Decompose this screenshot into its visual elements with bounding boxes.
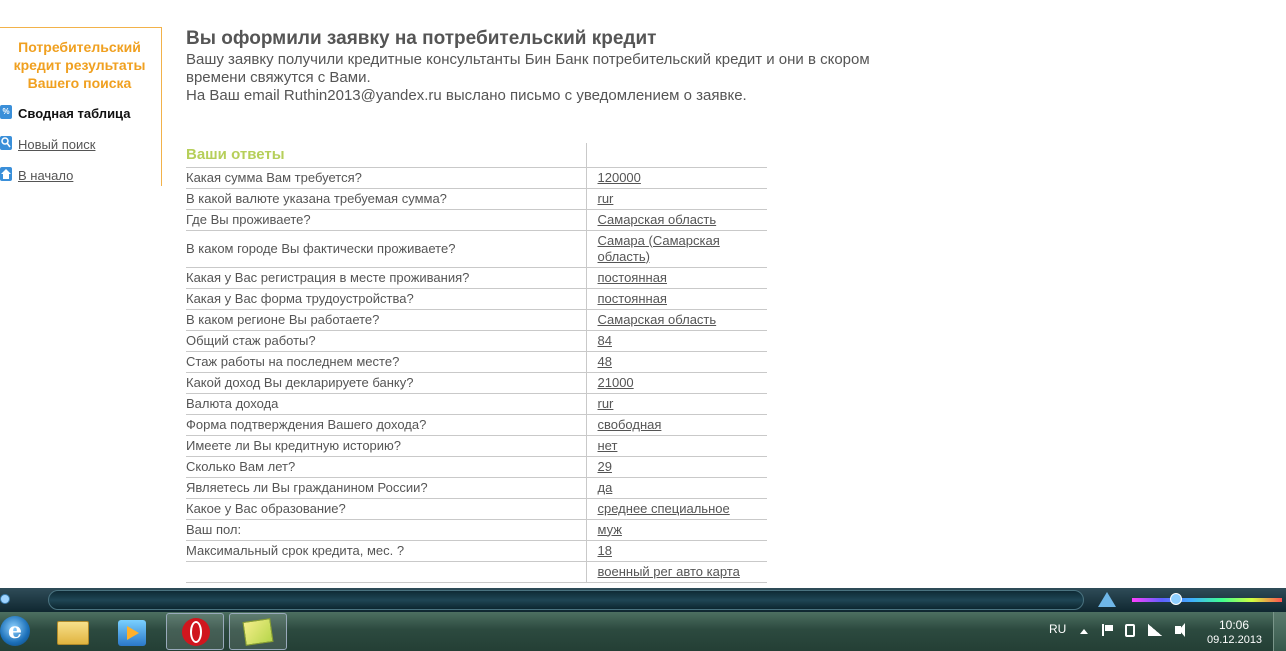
answer-cell <box>586 288 767 309</box>
answer-cell <box>586 309 767 330</box>
table-row <box>186 167 767 188</box>
answer-link[interactable]: rur <box>597 395 614 411</box>
answer-cell <box>586 330 767 351</box>
question-cell: Имеете ли Вы кредитную историю? <box>186 435 586 456</box>
table-row <box>186 519 767 540</box>
confirmation-message <box>186 51 906 105</box>
clock-time[interactable]: 10:06 <box>1219 618 1250 632</box>
question-cell: Являетесь ли Вы гражданином России? <box>186 477 586 498</box>
power-icon[interactable] <box>1125 624 1135 637</box>
table-row <box>186 188 767 209</box>
table-row <box>186 267 767 288</box>
language-indicator[interactable]: RU <box>1049 622 1067 636</box>
question-cell: Какая сумма Вам требуется? <box>186 167 586 188</box>
show-desktop-button[interactable] <box>1273 612 1286 651</box>
answer-cell <box>586 230 767 267</box>
question-cell: Сколько Вам лет? <box>186 456 586 477</box>
flag-icon[interactable] <box>1102 624 1114 636</box>
table-row <box>186 351 767 372</box>
question-cell <box>186 561 586 582</box>
answer-link[interactable]: среднее специальное <box>597 500 730 516</box>
answer-cell <box>586 435 767 456</box>
answer-link[interactable]: постоянная <box>597 269 667 285</box>
question-cell: Ваш пол: <box>186 519 586 540</box>
answer-link[interactable]: rur <box>597 190 614 206</box>
triangle-icon[interactable] <box>1098 592 1116 607</box>
opera-icon[interactable] <box>182 618 210 646</box>
answer-link[interactable]: свободная <box>597 416 662 432</box>
answer-cell <box>586 209 767 230</box>
answer-cell <box>586 561 767 582</box>
table-row <box>186 288 767 309</box>
table-row <box>186 456 767 477</box>
table-row <box>186 561 767 582</box>
question-cell: Какая у Вас регистрация в месте проживания? <box>186 267 586 288</box>
table-row <box>186 393 767 414</box>
answer-cell <box>586 456 767 477</box>
answer-link[interactable]: 18 <box>597 542 612 558</box>
answer-link[interactable]: Самарская область <box>597 311 717 327</box>
sidebar-item-label[interactable]: В начало <box>18 168 74 183</box>
search-icon <box>0 136 12 150</box>
table-row <box>186 309 767 330</box>
question-cell: Общий стаж работы? <box>186 330 586 351</box>
answer-link[interactable]: Самарская область <box>597 211 717 227</box>
answer-cell <box>586 188 767 209</box>
message-line-1: Вашу заявку получили кредитные консультанты Бин Банк потребительский кредит и они в скором времени свяжутся с Вами. <box>186 51 870 86</box>
table-row <box>186 477 767 498</box>
question-cell: Форма подтверждения Вашего дохода? <box>186 414 586 435</box>
question-cell: Где Вы проживаете? <box>186 209 586 230</box>
table-row <box>186 330 767 351</box>
answer-link[interactable]: 48 <box>597 353 612 369</box>
answer-link[interactable]: муж <box>597 521 622 537</box>
answer-cell <box>586 498 767 519</box>
table-row <box>186 414 767 435</box>
message-line-2: На Ваш email Ruthin2013@yandex.ru выслано письмо с уведомлением о заявке. <box>186 87 747 104</box>
main-content <box>186 28 926 105</box>
table-row <box>186 209 767 230</box>
answer-link[interactable]: нет <box>597 437 618 453</box>
question-cell: Какое у Вас образование? <box>186 498 586 519</box>
table-row <box>186 372 767 393</box>
answer-cell <box>586 351 767 372</box>
question-cell: В каком регионе Вы работаете? <box>186 309 586 330</box>
question-cell: В какой валюте указана требуемая сумма? <box>186 188 586 209</box>
answer-cell <box>586 267 767 288</box>
answer-link[interactable]: 84 <box>597 332 612 348</box>
home-icon <box>0 167 12 181</box>
orb-icon[interactable] <box>0 594 10 604</box>
answer-link[interactable]: 120000 <box>597 169 641 185</box>
ie-icon[interactable]: e <box>0 616 30 646</box>
table-row <box>186 230 767 267</box>
notes-icon[interactable] <box>242 618 273 646</box>
table-row <box>186 498 767 519</box>
answer-link[interactable]: постоянная <box>597 290 667 306</box>
sidebar-item-label[interactable]: Новый поиск <box>18 137 96 152</box>
answer-cell <box>586 477 767 498</box>
equalizer-track <box>1132 598 1282 602</box>
volume-icon[interactable] <box>1175 626 1181 634</box>
page-title: Вы оформили заявку на потребительский кредит <box>186 28 657 49</box>
question-cell: Валюта дохода <box>186 393 586 414</box>
table-row <box>186 540 767 561</box>
answer-cell <box>586 393 767 414</box>
question-cell: Какой доход Вы декларируете банку? <box>186 372 586 393</box>
answer-link[interactable]: 21000 <box>597 374 634 390</box>
answers-table <box>186 143 767 583</box>
gadget-bar <box>0 588 1286 612</box>
answer-cell <box>586 519 767 540</box>
answer-link[interactable]: 29 <box>597 458 612 474</box>
answer-link[interactable]: да <box>597 479 613 495</box>
question-cell: Максимальный срок кредита, мес. ? <box>186 540 586 561</box>
signal-icon[interactable] <box>1148 624 1162 636</box>
sidebar <box>0 27 162 186</box>
gadget-track <box>48 590 1084 610</box>
question-cell: Стаж работы на последнем месте? <box>186 351 586 372</box>
sidebar-item-label: Сводная таблица <box>18 106 131 121</box>
media-icon[interactable] <box>118 620 146 646</box>
equalizer-knob[interactable] <box>1170 593 1182 605</box>
chevron-up-icon[interactable] <box>1080 629 1088 634</box>
answer-cell <box>586 540 767 561</box>
question-cell: В каком городе Вы фактически проживаете? <box>186 230 586 267</box>
answer-cell <box>586 167 767 188</box>
percent-icon: % <box>0 105 12 119</box>
answer-cell <box>586 414 767 435</box>
taskbar <box>0 612 1286 651</box>
answer-link[interactable]: Самара (Самарская область) <box>597 232 720 264</box>
table-row <box>186 435 767 456</box>
folder-icon[interactable] <box>57 621 89 645</box>
answers-header-row <box>186 143 767 167</box>
question-cell: Какая у Вас форма трудоустройства? <box>186 288 586 309</box>
answer-link[interactable]: военный рег авто карта <box>597 563 740 579</box>
answers-title: Ваши ответы <box>186 145 285 163</box>
clock-date[interactable]: 09.12.2013 <box>1207 634 1263 646</box>
answer-cell <box>586 372 767 393</box>
sidebar-title: Потребительский кредит результаты Вашего поиска <box>13 39 146 91</box>
